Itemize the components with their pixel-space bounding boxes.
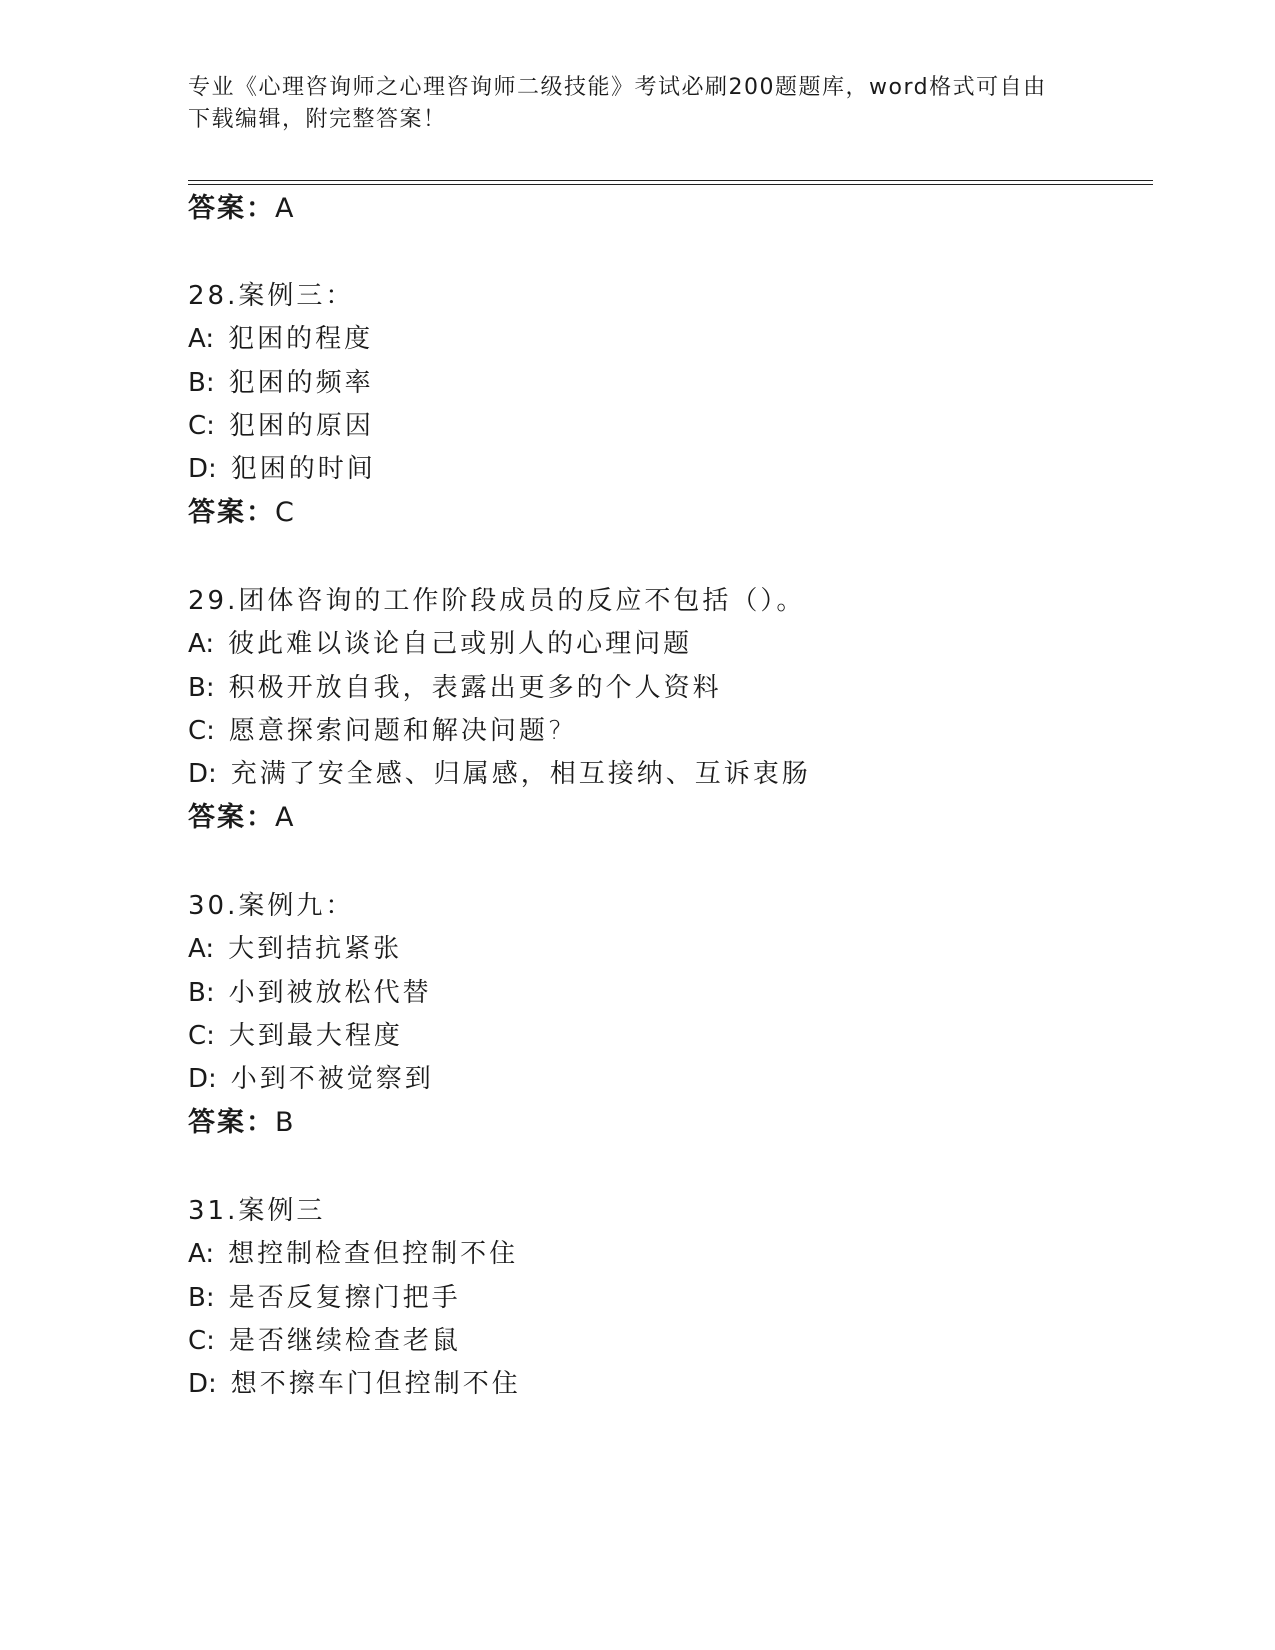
page-header	[188, 72, 1068, 136]
option-31-b	[188, 1275, 461, 1321]
option-letter: B:	[188, 673, 215, 703]
question-number: 29.	[188, 586, 239, 616]
answer-value: A	[275, 802, 296, 833]
answer-label: 答案：	[188, 497, 275, 528]
option-30-a	[188, 926, 402, 972]
option-28-c	[188, 403, 374, 449]
question-29	[188, 578, 805, 624]
option-text: 愿意探索问题和解决问题?	[228, 716, 565, 746]
option-text: 是否反复擦门把手	[228, 1283, 461, 1313]
option-letter: D:	[188, 454, 217, 484]
option-letter: C:	[188, 1021, 215, 1051]
option-text: 犯困的频率	[228, 368, 374, 398]
question-text: 案例九：	[238, 891, 355, 921]
question-number: 28.	[188, 281, 239, 311]
option-text: 犯困的时间	[230, 454, 376, 484]
question-number: 31.	[188, 1196, 239, 1226]
option-30-c	[188, 1013, 403, 1059]
answer-29	[188, 795, 295, 841]
option-28-b	[188, 360, 374, 406]
option-31-a	[188, 1231, 518, 1277]
option-letter: B:	[188, 978, 215, 1008]
option-30-d	[188, 1056, 434, 1102]
question-31	[188, 1188, 325, 1234]
question-text: 团体咨询的工作阶段成员的反应不包括（）。	[238, 586, 806, 616]
header-rule-top	[188, 180, 1153, 181]
option-letter: C:	[188, 411, 215, 441]
answer-value: A	[275, 193, 296, 224]
question-number: 30.	[188, 891, 239, 921]
option-29-b	[188, 665, 722, 711]
answer-label: 答案：	[188, 1107, 275, 1138]
option-letter: D:	[188, 1064, 217, 1094]
option-letter: A:	[188, 324, 215, 354]
option-text: 大到拮抗紧张	[228, 934, 403, 964]
option-letter: B:	[188, 368, 215, 398]
option-text: 想不擦车门但控制不住	[230, 1369, 521, 1399]
option-text: 小到被放松代替	[228, 978, 432, 1008]
option-text: 充满了安全感、归属感，相互接纳、互诉衷肠	[230, 759, 811, 789]
question-text: 案例三	[238, 1196, 326, 1226]
answer-28	[188, 490, 296, 536]
option-letter: B:	[188, 1283, 215, 1313]
prev-answer	[188, 186, 295, 232]
question-28	[188, 273, 354, 319]
option-29-d	[188, 751, 811, 797]
question-text: 案例三：	[238, 281, 355, 311]
header-rule-bottom	[188, 184, 1153, 185]
option-letter: C:	[188, 1326, 215, 1356]
option-text: 彼此难以谈论自己或别人的心理问题	[228, 629, 693, 659]
option-31-d	[188, 1361, 521, 1407]
option-text: 是否继续检查老鼠	[228, 1326, 461, 1356]
answer-value: C	[275, 497, 296, 528]
option-text: 大到最大程度	[228, 1021, 403, 1051]
answer-30	[188, 1100, 296, 1146]
option-text: 犯困的程度	[228, 324, 374, 354]
option-28-d	[188, 446, 376, 492]
option-letter: A:	[188, 934, 215, 964]
option-30-b	[188, 970, 432, 1016]
option-text: 想控制检查但控制不住	[228, 1239, 519, 1269]
option-letter: D:	[188, 759, 217, 789]
option-31-c	[188, 1318, 461, 1364]
option-29-c	[188, 708, 565, 754]
answer-value: B	[275, 1107, 296, 1138]
question-30	[188, 883, 354, 929]
answer-label: 答案：	[188, 193, 275, 224]
option-letter: C:	[188, 716, 215, 746]
option-text: 积极开放自我，表露出更多的个人资料	[228, 673, 722, 703]
option-29-a	[188, 621, 692, 667]
option-text: 犯困的原因	[228, 411, 374, 441]
option-28-a	[188, 316, 373, 362]
header-text: 专业《心理咨询师之心理咨询师二级技能》考试必刷200题题库，word格式可自由下载编辑，附完整答案！	[188, 75, 1047, 132]
option-letter: D:	[188, 1369, 217, 1399]
option-text: 小到不被觉察到	[230, 1064, 434, 1094]
option-letter: A:	[188, 1239, 215, 1269]
answer-label: 答案：	[188, 802, 275, 833]
option-letter: A:	[188, 629, 215, 659]
